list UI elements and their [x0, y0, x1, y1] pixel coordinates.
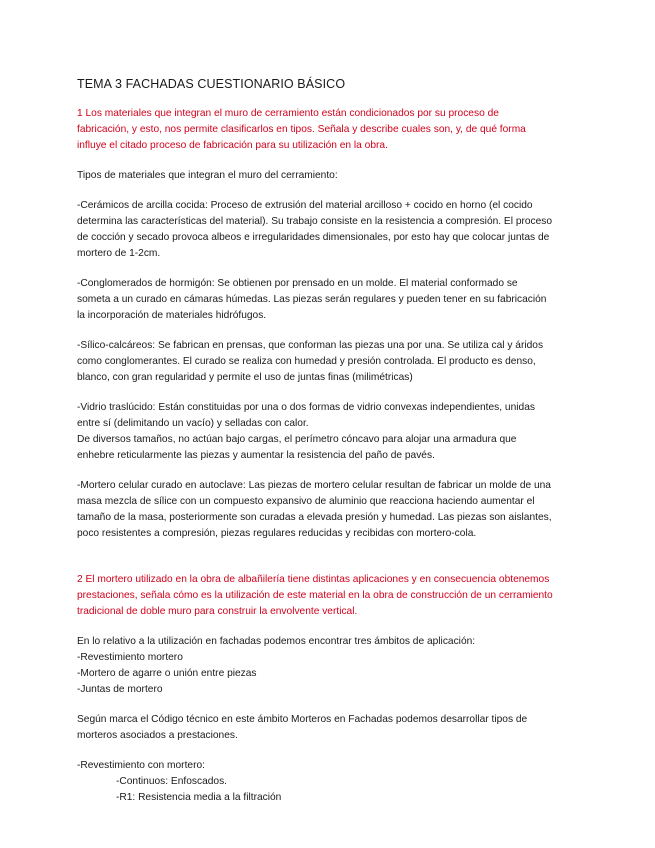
- paragraph-concrete-blocks: [77, 276, 577, 324]
- question-2-line: prestaciones, señala cómo es la utilización de este material en la obra de construcción de un cerramiento: [77, 590, 553, 601]
- question-2-line: tradicional de doble muro para construir la envolvente vertical.: [77, 606, 358, 617]
- section-heading: -Revestimiento con mortero:: [77, 760, 205, 771]
- paragraph-cellular-mortar: [77, 478, 577, 542]
- paragraph-line: la incorporación de materiales hidrófugos.: [77, 310, 267, 321]
- paragraph-line: morteros asociados a prestaciones.: [77, 730, 238, 741]
- document-body: [77, 76, 577, 806]
- paragraph-line: En lo relativo a la utilización en fachadas podemos encontrar tres ámbitos de aplicación:: [77, 636, 476, 647]
- paragraph-line: tamaño de la masa, posteriormente son curadas a elevada presión y humedad. Las piezas son aislantes,: [77, 512, 552, 523]
- question-2-line: 2 El mortero utilizado en la obra de albañilería tiene distintas aplicaciones y en consecuencia obtenemos: [77, 574, 550, 585]
- paragraph-mortar-coating: [77, 758, 577, 806]
- paragraph-line: enhebre reticularmente las piezas y aumentar la resistencia del paño de pavés.: [77, 450, 435, 461]
- materials-intro: Tipos de materiales que integran el muro del cerramiento:: [77, 170, 338, 181]
- question-1-line: 1 Los materiales que integran el muro de cerramiento están condicionados por su proceso de: [77, 108, 499, 119]
- paragraph-line: -Mortero celular curado en autoclave: Las piezas de mortero celular resultan de fabricar un molde de una: [77, 480, 551, 491]
- question-1: [77, 106, 577, 154]
- document-title: TEMA 3 FACHADAS CUESTIONARIO BÁSICO: [77, 77, 346, 91]
- paragraph-translucent-glass: [77, 400, 577, 464]
- paragraph-line: someta a un curado en cámaras húmedas. Las piezas serán regulares y pueden tener en su fabricación: [77, 294, 547, 305]
- paragraph-ceramics: [77, 198, 577, 262]
- paragraph-line: determina las características del material). Su trabajo consiste en la resistencia a compresión. El proceso: [77, 216, 553, 227]
- paragraph-line: De diversos tamaños, no actúan bajo cargas, el perímetro cóncavo para alojar una armadura que: [77, 434, 517, 445]
- question-1-line: influye el citado proceso de fabricación para su utilización en la obra.: [77, 140, 388, 151]
- paragraph-line: -Cerámicos de arcilla cocida: Proceso de extrusión del material arcilloso + cocido en horno (el cocido: [77, 200, 533, 211]
- list-item: -Mortero de agarre o unión entre piezas: [77, 668, 257, 679]
- paragraph-technical-code: [77, 712, 577, 744]
- paragraph-application-scopes: [77, 634, 577, 698]
- paragraph-line: mortero de 1-2cm.: [77, 248, 161, 259]
- paragraph-line: entre sí (delimitando un vacío) y selladas con calor.: [77, 418, 309, 429]
- list-item: -Continuos: Enfoscados.: [116, 776, 227, 787]
- question-1-line: fabricación, y esto, nos permite clasificarlos en tipos. Señala y describe cuales son, y, de qué forma: [77, 124, 526, 135]
- paragraph-line: como conglomerantes. El curado se realiza con humedad y presión controlada. El producto es denso,: [77, 356, 536, 367]
- list-item: -Revestimiento mortero: [77, 652, 183, 663]
- paragraph-line: Según marca el Código técnico en este ámbito Morteros en Fachadas podemos desarrollar tipos de: [77, 714, 528, 725]
- list-item: -Juntas de mortero: [77, 684, 163, 695]
- question-2: [77, 572, 577, 620]
- paragraph-line: masa mezcla de sílice con un compuesto expansivo de aluminio que reacciona haciendo aumentar el: [77, 496, 535, 507]
- paragraph-line: -Sílico-calcáreos: Se fabrican en prensas, que conforman las piezas una por una. Se utiliza cal y áridos: [77, 340, 544, 351]
- paragraph-line: poco resistentes a compresión, piezas regulares reducidas y recibidas con mortero-cola.: [77, 528, 477, 539]
- paragraph-line: -Vidrio traslúcido: Están constituidas por una o dos formas de vidrio convexas independientes, unidas: [77, 402, 535, 413]
- paragraph-silico-calcareous: [77, 338, 577, 386]
- list-item: -R1: Resistencia media a la filtración: [116, 792, 282, 803]
- paragraph-line: blanco, con gran regularidad y permite el uso de juntas finas (milimétricas): [77, 372, 413, 383]
- paragraph-line: de cocción y secado provoca albeos e irregularidades dimensionales, por esto hay que colocar juntas de: [77, 232, 550, 243]
- paragraph-line: -Conglomerados de hormigón: Se obtienen por prensado en un molde. El material conformado se: [77, 278, 518, 289]
